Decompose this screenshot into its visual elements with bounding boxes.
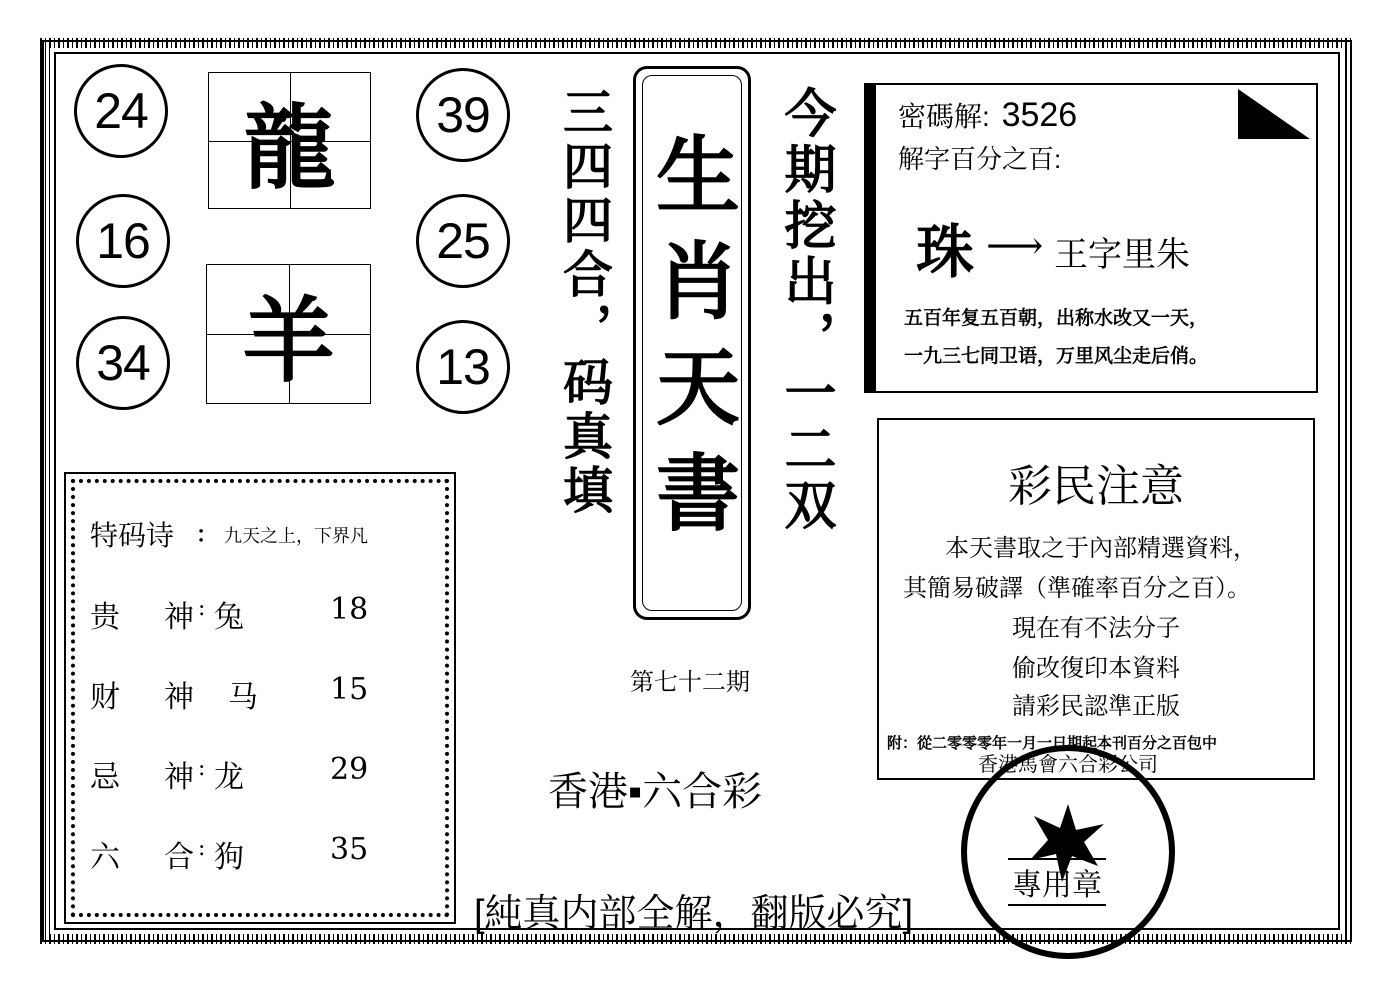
poem-row: 贵 神 : 兔 18 [90, 592, 369, 635]
number-circle: 13 [416, 320, 510, 414]
slogan: [純真内部全解，翻版必究] [474, 893, 914, 935]
poem-row: 财 神 马 15 [90, 672, 369, 715]
brand: 香港▪六合彩 [548, 770, 763, 814]
zodiac-char: 龍 [243, 93, 336, 202]
seal-ring-text: 香港馬會六合彩公司 [978, 754, 1158, 776]
password-box [864, 83, 1318, 393]
title-text: 生肖天書 [642, 131, 742, 555]
zodiac-char: 羊 [242, 287, 335, 395]
password-char: 珠 [916, 218, 975, 286]
hint-left: 三四四合，码真填 [555, 86, 614, 518]
notice-footnote: 附：從二零零零年一月一日期起本刊百分之百包中 [887, 734, 1218, 752]
poem-label: 特码诗 [90, 519, 175, 552]
verse-line: 五百年复五百朝，出称水改又一天， [904, 307, 1209, 329]
corner-triangle-icon [1236, 87, 1312, 141]
number-circle: 24 [74, 64, 168, 158]
poem-row: 忌 神 : 龙 29 [90, 752, 369, 795]
title-frame [633, 66, 751, 620]
password-value: 3526 [1001, 96, 1078, 134]
number-circle: 25 [416, 194, 510, 288]
seal-center-text: 專用章 [1008, 858, 1106, 906]
notice-line: 偷改復印本資料 [1012, 655, 1180, 682]
zodiac-box-goat [206, 264, 371, 404]
number-circle: 39 [416, 68, 510, 162]
issue-number: 第七十二期 [630, 668, 750, 696]
verse-line: 一九三七同卫语，万里风尘走后俏。 [904, 345, 1209, 367]
password-label: 密碼解: 3526 [898, 96, 1078, 134]
notice-line: 其簡易破譯（準確率百分之百）。 [903, 575, 1251, 602]
password-subtitle: 解字百分之百: [898, 144, 1062, 174]
hint-right: 今期挖出，一二双 [775, 86, 836, 534]
poem-colon: ： [196, 522, 219, 548]
notice-line: 請彩民認準正版 [1012, 693, 1180, 720]
number-circle: 16 [76, 194, 170, 288]
number-circle: 34 [76, 316, 170, 410]
zodiac-box-dragon [208, 72, 371, 209]
notice-title: 彩民注意 [1008, 462, 1184, 511]
poem-row: 六 合 : 狗 35 [90, 832, 369, 875]
arrow-icon: ⟶ [986, 223, 1044, 269]
poem-text: 九天之上，下界凡 [224, 526, 368, 547]
notice-line: 本天書取之于內部精選資料， [945, 535, 1257, 562]
poem-box [64, 472, 456, 924]
notice-line: 現在有不法分子 [1012, 615, 1180, 642]
notice-box [877, 418, 1315, 780]
password-explain: 王字里朱 [1054, 236, 1190, 274]
